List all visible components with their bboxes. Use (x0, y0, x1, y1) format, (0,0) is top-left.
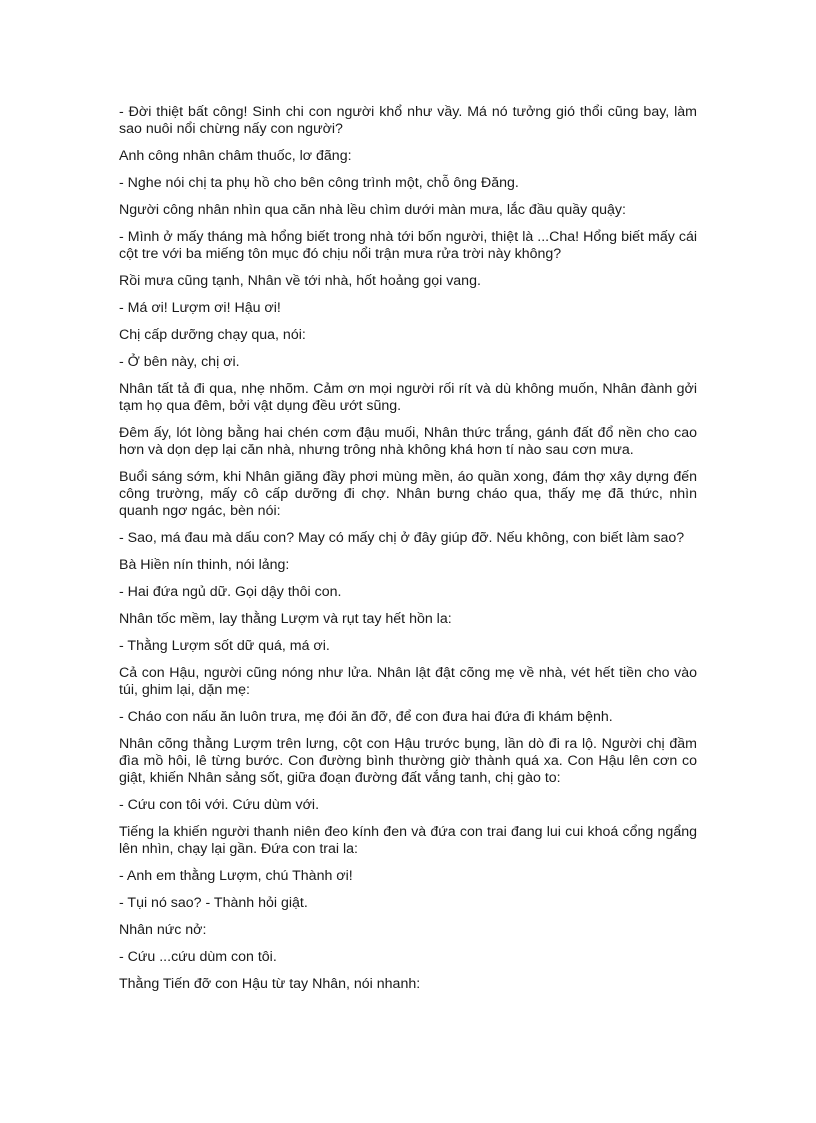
paragraph: - Đời thiệt bất công! Sinh chi con người khổ như vầy. Má nó tưởng gió thổi cũng bay, làm sao nuôi nổi chừng nấy con người? (119, 104, 697, 137)
paragraph: Nhân nức nở: (119, 922, 207, 938)
paragraph: Thằng Tiến đỡ con Hậu từ tay Nhân, nói nhanh: (119, 976, 421, 992)
paragraph: - Nghe nói chị ta phụ hồ cho bên công trình một, chỗ ông Đăng. (119, 175, 519, 191)
paragraph: Bà Hiền nín thinh, nói lảng: (119, 557, 290, 573)
paragraph: Buổi sáng sớm, khi Nhân giăng đầy phơi mùng mền, áo quần xong, đám thợ xây dựng đến công trường, mấy cô cấp dưỡng đi chợ. Nhân bưng cháo qua, thấy mẹ đã thức, nhìn quanh ngơ ngác, bèn nói: (119, 469, 697, 519)
paragraph: Anh công nhân châm thuốc, lơ đãng: (119, 148, 352, 164)
document-page (119, 104, 697, 1003)
paragraph: - Hai đứa ngủ dữ. Gọi dậy thôi con. (119, 584, 342, 600)
paragraph: Nhân tốc mềm, lay thằng Lượm và rụt tay hết hồn la: (119, 611, 452, 627)
paragraph: Rồi mưa cũng tạnh, Nhân về tới nhà, hốt hoảng gọi vang. (119, 273, 481, 289)
paragraph: - Anh em thằng Lượm, chú Thành ơi! (119, 868, 353, 884)
paragraph: - Tụi nó sao? - Thành hỏi giật. (119, 895, 308, 911)
paragraph: - Cháo con nấu ăn luôn trưa, mẹ đói ăn đỡ, để con đưa hai đứa đi khám bệnh. (119, 709, 613, 725)
paragraph: Tiếng la khiến người thanh niên đeo kính đen và đứa con trai đang lui cui khoá cổng ngẩng lên nhìn, chạy lại gần. Đứa con trai la: (119, 824, 697, 857)
paragraph: - Sao, má đau mà dấu con? May có mấy chị ở đây giúp đỡ. Nếu không, con biết làm sao? (119, 530, 685, 546)
paragraph: Nhân cõng thằng Lượm trên lưng, cột con Hậu trước bụng, lần dò đi ra lộ. Người chị đầm đìa mồ hôi, lê từng bước. Con đường bình thường giờ thành quá xa. Con Hậu lên cơn co giật, khiến Nhân sảng sốt, giữa đoạn đường đất vắng tanh, chị gào to: (119, 736, 697, 786)
paragraph: Đêm ấy, lót lòng bằng hai chén cơm đậu muối, Nhân thức trắng, gánh đất đổ nền cho cao hơn và dọn dẹp lại căn nhà, nhưng trông nhà không khá hơn tí nào sau cơn mưa. (119, 425, 697, 458)
paragraph: - Mình ở mấy tháng mà hổng biết trong nhà tới bốn người, thiệt là ...Cha! Hổng biết mấy cái cột tre với ba miếng tôn mục đó chịu nổi trận mưa rửa trời này không? (119, 229, 697, 262)
paragraph: Người công nhân nhìn qua căn nhà lều chìm dưới màn mưa, lắc đầu quầy quậy: (119, 202, 626, 218)
paragraph: - Thằng Lượm sốt dữ quá, má ơi. (119, 638, 330, 654)
paragraph: Cả con Hậu, người cũng nóng như lửa. Nhân lật đật cõng mẹ về nhà, vét hết tiền cho vào túi, ghim lại, dặn mẹ: (119, 665, 697, 698)
paragraph: - Cứu con tôi với. Cứu dùm với. (119, 797, 320, 813)
paragraph: Nhân tất tả đi qua, nhẹ nhõm. Cảm ơn mọi người rối rít và dù không muốn, Nhân đành gởi tạm họ qua đêm, bởi vật dụng đều ướt sũng. (119, 381, 697, 414)
paragraph: - Cứu ...cứu dùm con tôi. (119, 949, 277, 965)
paragraph: - Ở bên này, chị ơi. (119, 354, 240, 370)
paragraph: - Má ơi! Lượm ơi! Hậu ơi! (119, 300, 281, 316)
paragraph: Chị cấp dưỡng chạy qua, nói: (119, 327, 306, 343)
